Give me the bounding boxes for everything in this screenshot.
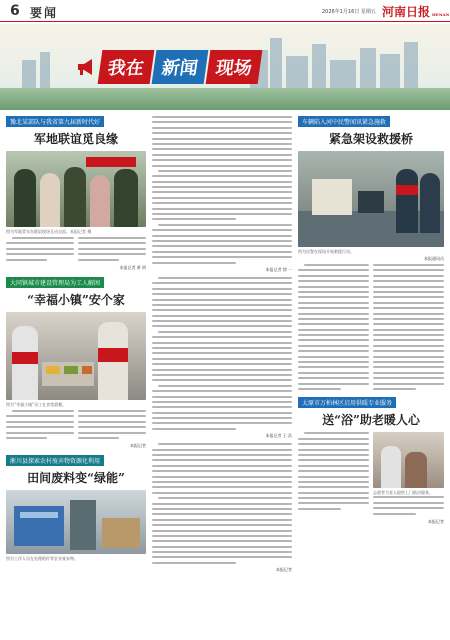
article-kicker: 车辆陷入河中民警闻讯紧急施救 [298,116,390,127]
article-kicker: 太原市万柏林区启用供暖专业服务 [298,397,396,408]
article-byline: 本报记者 王 浩 [265,433,292,439]
article-headline: “幸福小镇”安个家 [27,292,125,307]
article-body [152,443,292,564]
article-photo [6,151,146,227]
article-photo [373,432,444,488]
megaphone-icon [76,58,96,76]
middle-column [152,116,292,575]
banner-title-part-2: 新闻 [152,50,209,84]
feature-banner [0,24,450,110]
article-photo [298,151,444,247]
photo-caption: 图为工作人员在处理秸秆等农业废弃物。 [6,556,78,562]
article-kicker: 大同镇城市建设管理局为工人解困 [6,277,104,288]
newspaper-logo: 河南日报 HENAN [382,5,450,19]
article-byline: 本报记者 [428,518,444,524]
banner-title-part-3: 现场 [206,50,263,84]
article-kicker: 淅川县探索农村废弃物资源化利用 [6,455,104,466]
photo-caption: 图为“幸福小镇”员工在食堂就餐。 [6,401,67,407]
article-byline: 本报记者 徐 一 [265,266,292,272]
banner-title-part-1: 我在 [98,50,155,84]
article-byline: 本报记者 [276,567,292,573]
article-body [298,264,444,393]
article-photo [6,312,146,400]
masthead [0,0,450,22]
article-headline: 军地联谊觅良缘 [33,132,118,146]
photo-caption: 图为军地青年在联谊现场互动交流。本报记者 摄 [6,229,92,234]
photo-caption: 志愿者为老人提供上门助浴服务。 [373,490,433,496]
left-column [6,116,146,562]
article-byline: 本报记者 [130,443,146,449]
article-kicker: 豫北某部队与我省第九届新时代好 [6,116,104,127]
banner-title [100,50,262,84]
article-byline: 本报通讯员 [424,256,444,261]
photo-caption: 图为民警在现场开展救援行动。 [298,249,354,254]
article-headline: 田间废料变“绿能” [27,471,125,486]
article-body [6,237,146,264]
right-column [298,116,444,527]
article-body [152,116,292,264]
issue-date: 2026年1月16日 星期五 [322,9,376,15]
article-headline: 送“浴”助老暖人心 [322,413,420,428]
section-name: 要闻 [30,6,59,20]
article-headline: 紧急架设救援桥 [328,132,413,146]
article-body [152,277,292,430]
article-body [6,410,146,442]
page-number: 6 [10,3,20,19]
article-byline: 本报记者 黄 明 [119,264,146,270]
article-photo [6,490,146,554]
article-body [298,432,444,518]
